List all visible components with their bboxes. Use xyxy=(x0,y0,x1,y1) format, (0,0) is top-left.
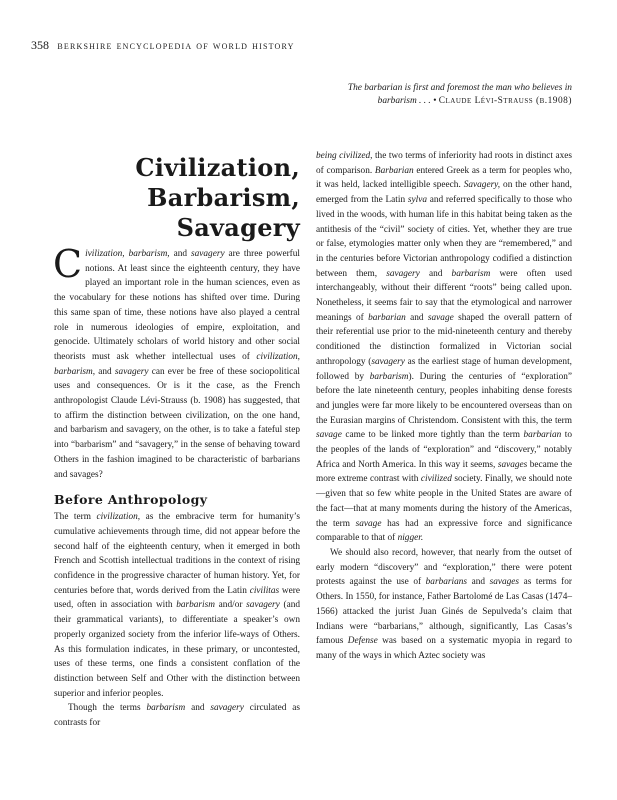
page-number: 358 xyxy=(31,38,49,52)
title-line: Civilization, xyxy=(135,153,300,182)
running-head xyxy=(31,38,551,53)
epigraph xyxy=(316,82,572,108)
body-paragraph-continued: being civilized, the two terms of inferiority had roots in distinct axes of comparison. Barbarian entered Greek as a term for peoples who, it was held, lacked intelligible speech. Savagery, on the other hand, emerged from the Latin sylva and referred specifically to those who lived in the woods, with human life in this habitat being taken as the antithesis of the “civil” society of cities. Yet, whether they are true or false, etymologies matter only when they are “remembered,” and in the centuries before Victorian anthropology codified a distinction between them, savagery and barbarism were often used interchangeably, without their different “roots” being called upon. Nonetheless, it seems fair to say that the etymological and narrower meanings of barbarian and savage shaped the overall pattern of their referential use prior to the mid-nineteenth century and thereby conditioned the distinction formalized in Victorian social anthropology (savagery as the earliest stage of human development, followed by barbarism). During the centuries of “exploration” before the late nineteenth century, peoples inhabiting dense forests and jungles were far more likely to be encountered overseas than on the Eurasian margins of Christendom. Consistent with this, the term savage came to be linked more tightly than the term barbarian to the peoples of the lands of “exploration” and “discovery,” notably Africa and North America. In this way it seems, savages became the more extreme contrast with civilized society. Finally, we should note—given that so few white people in the United States are aware of the fact—that at many moments during the history of the Americas, the term savage has had an expressive force and significance comparable to that of nigger. xyxy=(316,151,573,544)
section-heading: Before Anthropology xyxy=(54,492,208,508)
body-paragraph: We should also record, however, that nearly from the outset of early modern “discovery” and “exploration,” there were potent protests against the use of barbarians and savages as terms for Others. In 1550, for instance, Father Bartolomé de Las Casas (1474–1566) attacked the jurist Juan Ginés de Sepulveda’s claim that Indians were “barbarians,” although, significantly, Las Casas’s famous Defense was based on a systematic myopia in regard to many of the ways in which Aztec society was xyxy=(316,547,572,661)
epigraph-quote: The barbarian is first and foremost the man who believes in barbarism . . . xyxy=(347,83,572,106)
left-column xyxy=(53,242,300,731)
title-line: Savagery xyxy=(176,213,300,242)
body-paragraph-start: Though the terms barbarism and savagery circulated as contrasts for xyxy=(54,703,300,729)
right-column xyxy=(316,149,572,664)
book-title: berkshire encyclopedia of world history xyxy=(57,40,295,52)
intro-paragraph: Civilization, barbarism, and savagery are three powerful notions. At least since the eighteenth century, they have played an important role in the human sciences, even as the vocabulary for these notions has shifted over time. During this same span of time, these notions have also played a central role in numerous ideologies of empire, exploitation, and genocide. Ultimately scholars of world history and other social theorists must ask whether intellectual uses of civilization, barbarism, and savagery can ever be free of these sociopolitical uses and consequences. Or is it the case, as the French anthropologist Claude Lévi-Strauss (b. 1908) has suggested, that to affirm the distinction between civilization, on the one hand, and barbarism and savagery, on the other, is to take a fateful step into “barbarism” and “savagery,” in the sense of behaving toward Others in the fashion imagined to be characteristic of barbarians and savages? xyxy=(53,242,300,480)
article-title xyxy=(100,153,300,243)
title-line: Barbarism, xyxy=(147,183,300,212)
epigraph-attribution: Claude Lévi-Strauss (b.1908) xyxy=(438,96,572,106)
body-paragraph: The term civilization, as the embracive term for humanity’s cumulative achievements through time, did not appear before the second half of the eighteenth century, when it emerged in both French and Scottish intellectual traditions in the context of rising confidence in the progressive character of human history. Yet, for centuries before that, words derived from the Latin civilitas were used, often in association with barbarism and/or savagery (and their grammatical variants), to differentiate a speaker’s own properly organized society from the inferior life-ways of Others. As this formulation indicates, in these primary, or uncontested, uses of these terms, one finds a consistent conflation of the distinction between Self and Other with the distinction between superior and inferior peoples. xyxy=(54,512,300,699)
drop-cap: C xyxy=(53,242,83,286)
epigraph-bullet: • xyxy=(430,96,439,106)
